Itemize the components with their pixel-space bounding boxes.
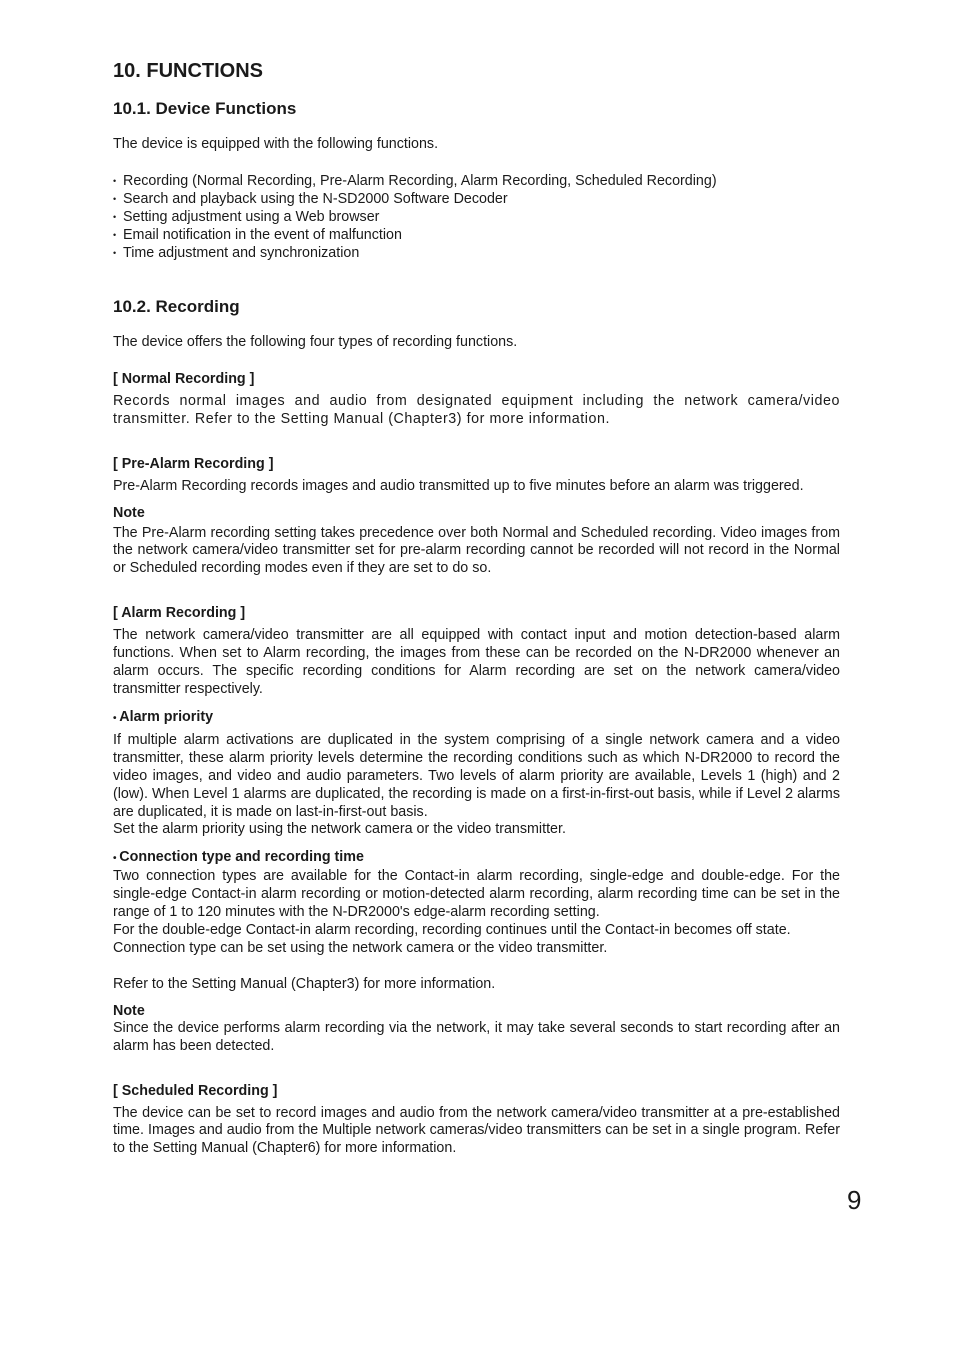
alarm-priority-text: If multiple alarm activations are duplicated in the system comprising of a single network camera and a video transmitter, these alarm priority levels determine the recording conditions such as which N-DR2000 to record the video images, and video and audio parameters. Two levels of alarm priority are available, Levels 1 (high) and 2 (low). When Level 1 alarms are duplicated, the recording is made on a first-in-first-out basis, while if Level 2 alarms are duplicated, it is made on last-in-first-out basis. xyxy=(113,731,840,820)
device-functions-heading: 10.1. Device Functions xyxy=(113,99,297,118)
scheduled-recording-title: [ Scheduled Recording ] xyxy=(113,1082,278,1099)
scheduled-recording-text: The device can be set to record images and audio from the network camera/video transmitter at a pre-established time. Images and audio from the Multiple network cameras/video transmitters can be set in a single program. Refer to the Setting Manual (Chapter6) for more information. xyxy=(113,1104,840,1157)
connection-type-text: Two connection types are available for the Contact-in alarm recording, single-edge and double-edge. For the single-edge Contact-in alarm recording or motion-detected alarm recording, alarm recording time can be set in the range of 1 to 120 minutes with the N-DR2000's edge-alarm recording setting. xyxy=(113,868,840,921)
document-page xyxy=(113,58,840,1158)
list-item: • Time adjustment and synchronization xyxy=(113,244,840,262)
pre-alarm-note-text: The Pre-Alarm recording setting takes precedence over both Normal and Scheduled recording. Video images from the network camera/video transmitter set for pre-alarm recording cannot be recorded will not record in the Normal or Scheduled recording modes even if they are set to do so. xyxy=(113,524,840,577)
list-item: • Setting adjustment using a Web browser xyxy=(113,208,840,226)
alarm-recording-title: [ Alarm Recording ] xyxy=(113,605,246,622)
alarm-recording-text: The network camera/video transmitter are all equipped with contact input and motion detection-based alarm functions. When set to Alarm recording, the images from these can be recorded on the N-DR2000 whenever an alarm occurs. The specific recording conditions for Alarm recording are set on the network camera/video transmitter respectively. xyxy=(113,627,840,697)
alarm-priority-title: • Alarm priority xyxy=(113,708,840,728)
device-functions-intro: The device is equipped with the following functions. xyxy=(113,136,439,152)
normal-recording-title: [ Normal Recording ] xyxy=(113,370,255,387)
device-functions-list xyxy=(113,172,840,262)
list-item: • Email notification in the event of malfunction xyxy=(113,226,840,244)
connection-type-text-2: For the double-edge Contact-in alarm recording, recording continues until the Contact-in becomes off state. xyxy=(113,922,791,939)
recording-intro: The device offers the following four types of recording functions. xyxy=(113,333,518,350)
pre-alarm-note-label: Note xyxy=(113,504,145,521)
recording-heading: 10.2. Recording xyxy=(113,296,240,316)
pre-alarm-recording-title: [ Pre-Alarm Recording ] xyxy=(113,455,274,472)
alarm-note-label: Note xyxy=(113,1002,145,1019)
alarm-priority-text-2: Set the alarm priority using the network camera or the video transmitter. xyxy=(113,821,566,838)
alarm-refer-text: Refer to the Setting Manual (Chapter3) for more information. xyxy=(113,975,496,992)
page-number: 9 xyxy=(847,1185,862,1215)
connection-type-title: • Connection type and recording time xyxy=(113,848,840,868)
list-item: • Search and playback using the N-SD2000 Software Decoder xyxy=(113,190,840,208)
section-title: 10. FUNCTIONS xyxy=(113,60,264,82)
normal-recording-text: Records normal images and audio from designated equipment including the network camera/video transmitter. Refer to the Setting Manual (Chapter3) for more information. xyxy=(113,392,840,427)
connection-type-text-3: Connection type can be set using the network camera or the video transmitter. xyxy=(113,939,608,956)
pre-alarm-recording-text: Pre-Alarm Recording records images and audio transmitted up to five minutes before an alarm was triggered. xyxy=(113,477,804,494)
list-item: • Recording (Normal Recording, Pre-Alarm Recording, Alarm Recording, Scheduled Recording) xyxy=(113,172,840,190)
alarm-note-text: Since the device performs alarm recording via the network, it may take several seconds to start recording after an alarm has been detected. xyxy=(113,1019,840,1054)
